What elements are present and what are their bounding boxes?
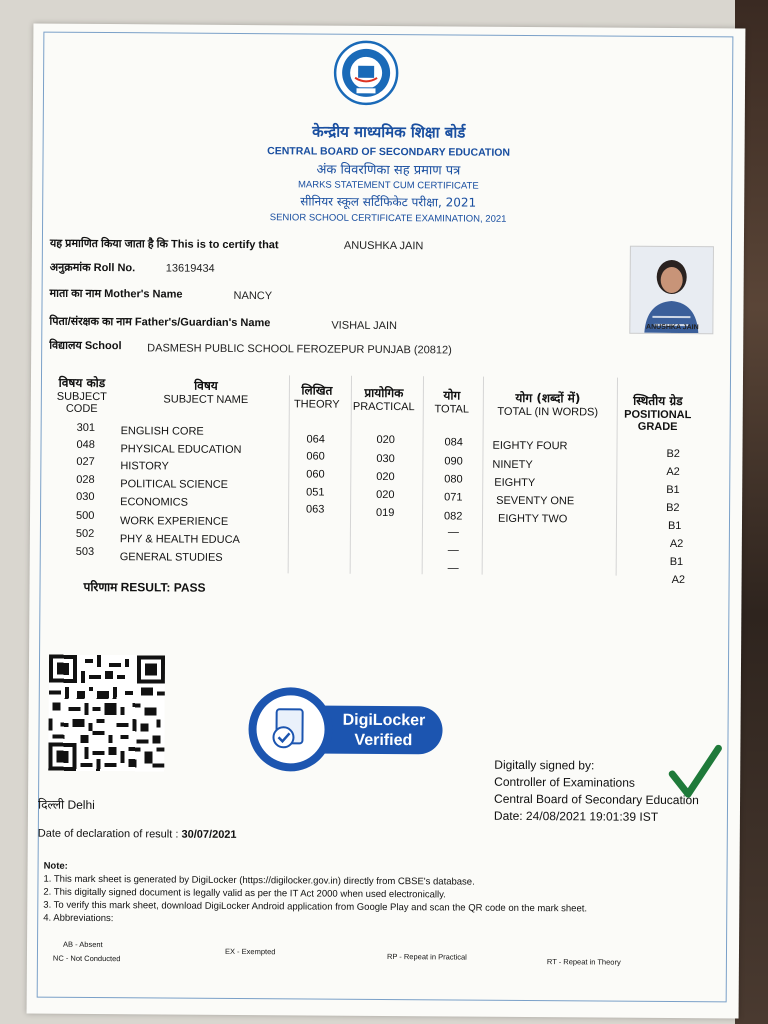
total-mark: 082: [443, 510, 463, 523]
positional-grade: A2: [669, 537, 684, 551]
total-mark: 071: [444, 491, 463, 504]
digilocker-logo-icon: [246, 685, 447, 776]
signature-date: Date: 24/08/2021 19:01:39 IST: [493, 808, 659, 824]
theory-mark: 060: [306, 468, 325, 481]
student-name: ANUSHKA JAIN: [343, 239, 424, 253]
board-name-english: CENTRAL BOARD OF SECONDARY EDUCATION: [267, 145, 511, 159]
subject-code: 301: [76, 421, 96, 434]
practical-mark: 020: [376, 433, 395, 447]
total-mark: —: [447, 544, 459, 557]
declaration-date: 30/07/2021: [181, 828, 237, 841]
note-item: 1. This mark sheet is generated by DigiLocker (https://digilocker.gov.in) directly from CBSE's database.: [43, 873, 475, 888]
subject-code: 500: [75, 509, 95, 522]
total-mark: 090: [444, 455, 463, 468]
theory-mark: 064: [306, 433, 325, 446]
subject-code: 028: [76, 473, 95, 486]
total-in-words: NINETY: [492, 458, 533, 472]
subject-name: PHYSICAL EDUCATION: [120, 443, 242, 456]
total-mark: 080: [444, 473, 463, 486]
positional-grade: A2: [666, 465, 680, 479]
subject-code: 027: [76, 455, 95, 468]
positional-grade: B2: [666, 501, 680, 515]
positional-grade: A2: [671, 573, 686, 587]
signer-title: Controller of Examinations: [494, 774, 635, 790]
header-theory: लिखित THEORY: [293, 383, 340, 411]
qr-code-icon[interactable]: [48, 648, 165, 779]
note-item: 3. To verify this mark sheet, download DigiLocker Android application from Google Play and scan the QR code on the mark sheet.: [43, 899, 588, 915]
subject-name: GENERAL STUDIES: [119, 551, 223, 564]
exam-title-english: SENIOR SCHOOL CERTIFICATE EXAMINATION, 2021: [269, 212, 507, 225]
positional-grade: B1: [669, 555, 684, 569]
practical-mark: 019: [376, 506, 395, 520]
header-subject-name: विषय SUBJECT NAME: [163, 378, 249, 407]
subject-code: 030: [76, 490, 95, 503]
student-photo-icon: [630, 247, 713, 334]
abbr-repeat-theory: RT - Repeat in Theory: [546, 957, 621, 967]
subject-name: HISTORY: [120, 460, 169, 473]
board-name-hindi: केन्द्रीय माध्यमिक शिक्षा बोर्ड: [312, 122, 466, 142]
header-total: योग TOTAL: [434, 388, 470, 416]
subject-name: ENGLISH CORE: [120, 425, 204, 438]
exam-title-hindi: सीनियर स्कूल सर्टिफिकेट परीक्षा, 2021: [300, 194, 477, 210]
theory-mark: 060: [306, 450, 325, 463]
total-mark: —: [447, 526, 459, 539]
father-label: पिता/संरक्षक का नाम Father's/Guardian's Name: [49, 315, 271, 330]
digilocker-text: DigiLocker: [342, 711, 426, 730]
father-name: VISHAL JAIN: [331, 319, 398, 333]
header-practical: प्रायोगिक PRACTICAL: [352, 385, 415, 414]
total-in-words: EIGHTY: [494, 476, 536, 490]
abbr-absent: AB - Absent: [63, 939, 103, 950]
verified-text: Verified: [354, 731, 413, 750]
roll-label: अनुक्रमांक Roll No.: [49, 261, 136, 275]
header-total-in-words: योग (शब्दों में) TOTAL (IN WORDS): [497, 390, 599, 419]
abbr-not-conducted: NC - Not Conducted: [52, 953, 121, 964]
certificate-title-english: MARKS STATEMENT CUM CERTIFICATE: [297, 179, 479, 192]
signed-by-label: Digitally signed by:: [494, 757, 595, 773]
school-label: विद्यालय School: [49, 339, 122, 353]
total-mark: —: [447, 562, 459, 575]
abbr-repeat-practical: RP - Repeat in Practical: [386, 952, 467, 962]
subject-code: 048: [76, 438, 95, 451]
subject-name: WORK EXPERIENCE: [119, 515, 229, 528]
student-photo: [629, 246, 714, 335]
declaration-date-row: Date of declaration of result : 30/07/2021: [37, 827, 237, 841]
mother-name: NANCY: [233, 289, 273, 303]
practical-mark: 020: [376, 470, 395, 484]
theory-mark: 063: [306, 503, 325, 516]
marksheet-document: [27, 24, 746, 1019]
total-in-words: SEVENTY ONE: [496, 494, 575, 508]
subject-name: ECONOMICS: [120, 496, 189, 509]
photo-caption: ANUSHKA JAIN: [646, 323, 699, 332]
positional-grade: B1: [667, 519, 682, 533]
place-of-issue: दिल्ली Delhi: [37, 797, 95, 812]
theory-mark: 051: [306, 486, 325, 499]
signer-organization: Central Board of Secondary Education: [494, 791, 699, 808]
roll-number: 13619434: [165, 262, 215, 275]
school-name: DASMESH PUBLIC SCHOOL FEROZEPUR PUNJAB (20812): [147, 342, 452, 357]
practical-mark: 030: [376, 452, 395, 466]
notes-section: [43, 860, 587, 929]
total-in-words: EIGHTY FOUR: [492, 439, 568, 453]
practical-mark: 020: [376, 488, 395, 502]
note-item: 2. This digitally signed document is legally valid as per the IT Act 2000 when used electronically.: [43, 886, 446, 901]
abbr-exempted: EX - Exempted: [224, 946, 276, 957]
subject-code: 502: [75, 527, 95, 540]
cbse-logo-icon: [333, 40, 399, 106]
verified-tick-icon: [668, 744, 722, 800]
positional-grade: B1: [666, 483, 680, 497]
mother-label: माता का नाम Mother's Name: [49, 287, 183, 301]
subject-name: POLITICAL SCIENCE: [120, 478, 229, 491]
total-in-words: EIGHTY TWO: [497, 512, 568, 526]
certify-label: यह प्रमाणित किया जाता है कि This is to certify that: [49, 237, 279, 252]
result-status: परिणाम RESULT: PASS: [83, 579, 206, 595]
header-positional-grade: स्थितीय ग्रेड POSITIONAL GRADE: [624, 393, 692, 434]
header-subject-code: विषय कोड SUBJECT CODE: [56, 375, 107, 415]
certificate-title-hindi: अंक विवरणिका सह प्रमाण पत्र: [316, 162, 461, 179]
subject-name: PHY & HEALTH EDUCA: [119, 533, 240, 546]
digilocker-verified-badge: [246, 685, 447, 776]
note-item: 4. Abbreviations:: [43, 912, 114, 925]
notes-title: Note:: [43, 860, 68, 872]
total-mark: 084: [444, 436, 463, 449]
subject-code: 503: [75, 545, 95, 558]
positional-grade: B2: [666, 447, 680, 461]
